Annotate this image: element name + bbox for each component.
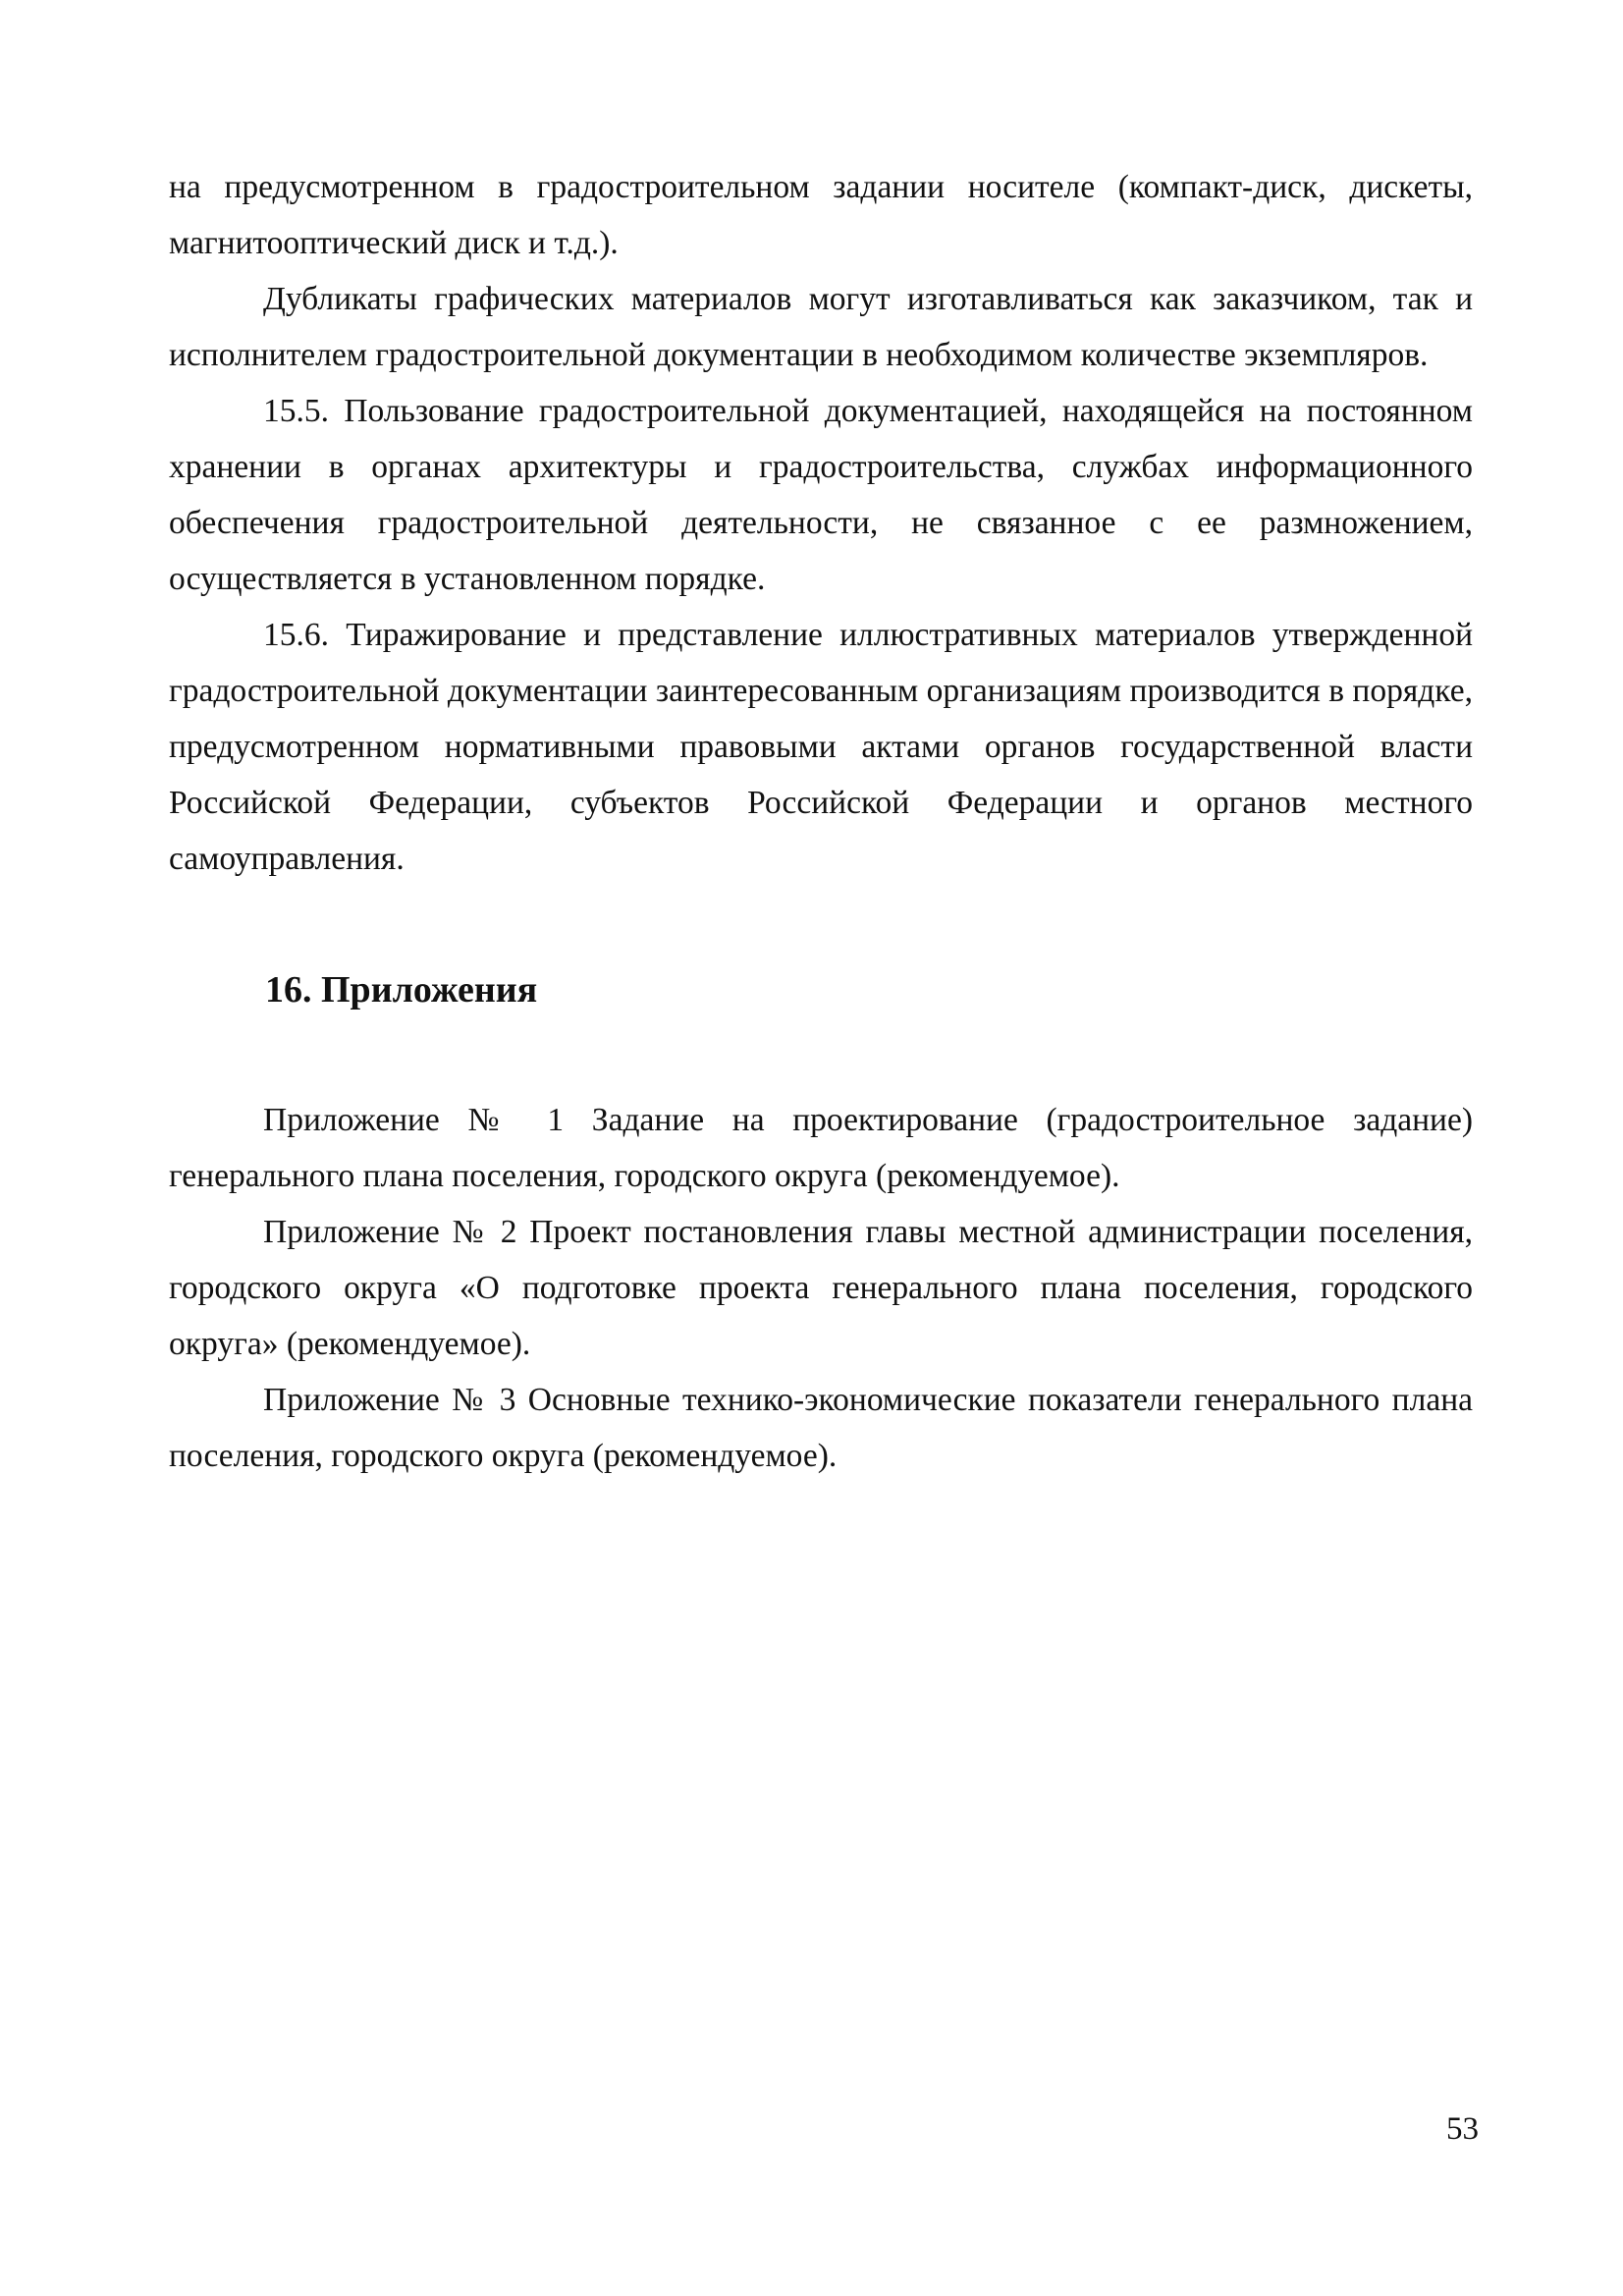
page-number: 53 [1446,2111,1479,2147]
appendix-2: Приложение № 2 Проект постановления главы местной администрации поселения, городского округа «О подготовке проекта генерального плана поселения, городского округа» (рекомендуемое). [169,1214,1473,1362]
appendix-1: Приложение № 1 Задание на проектирование (градостроительное задание) генерального плана поселения, городского округа (рекомендуемое). [169,1102,1473,1194]
paragraph-continuation: на предусмотренном в градостроительном задании носителе (компакт-диск, дискеты, магнитооптический диск и т.д.). [169,169,1473,261]
section-heading-appendices: 16. Приложения [265,969,538,1011]
appendix-3: Приложение № 3 Основные технико-экономические показатели генерального плана поселения, городского округа (рекомендуемое). [169,1382,1473,1474]
paragraph-15-5: 15.5. Пользование градостроительной документацией, находящейся на постоянном хранении в органах архитектуры и градостроительства, службах информационного обеспечения градостроительной деятельности, не связанное с ее размножением, осуществляется в установленном порядке. [169,393,1473,597]
paragraph-duplicates: Дубликаты графических материалов могут изготавливаться как заказчиком, так и исполнителем градостроительной документации в необходимом количестве экземпляров. [169,281,1473,373]
paragraph-15-6: 15.6. Тиражирование и представление иллюстративных материалов утвержденной градостроительной документации заинтересованным организациям производится в порядке, предусмотренном нормативными правовыми актами органов государственной власти Российской Федерации, субъектов Российской Федерации и органов местного самоуправления. [169,617,1473,877]
